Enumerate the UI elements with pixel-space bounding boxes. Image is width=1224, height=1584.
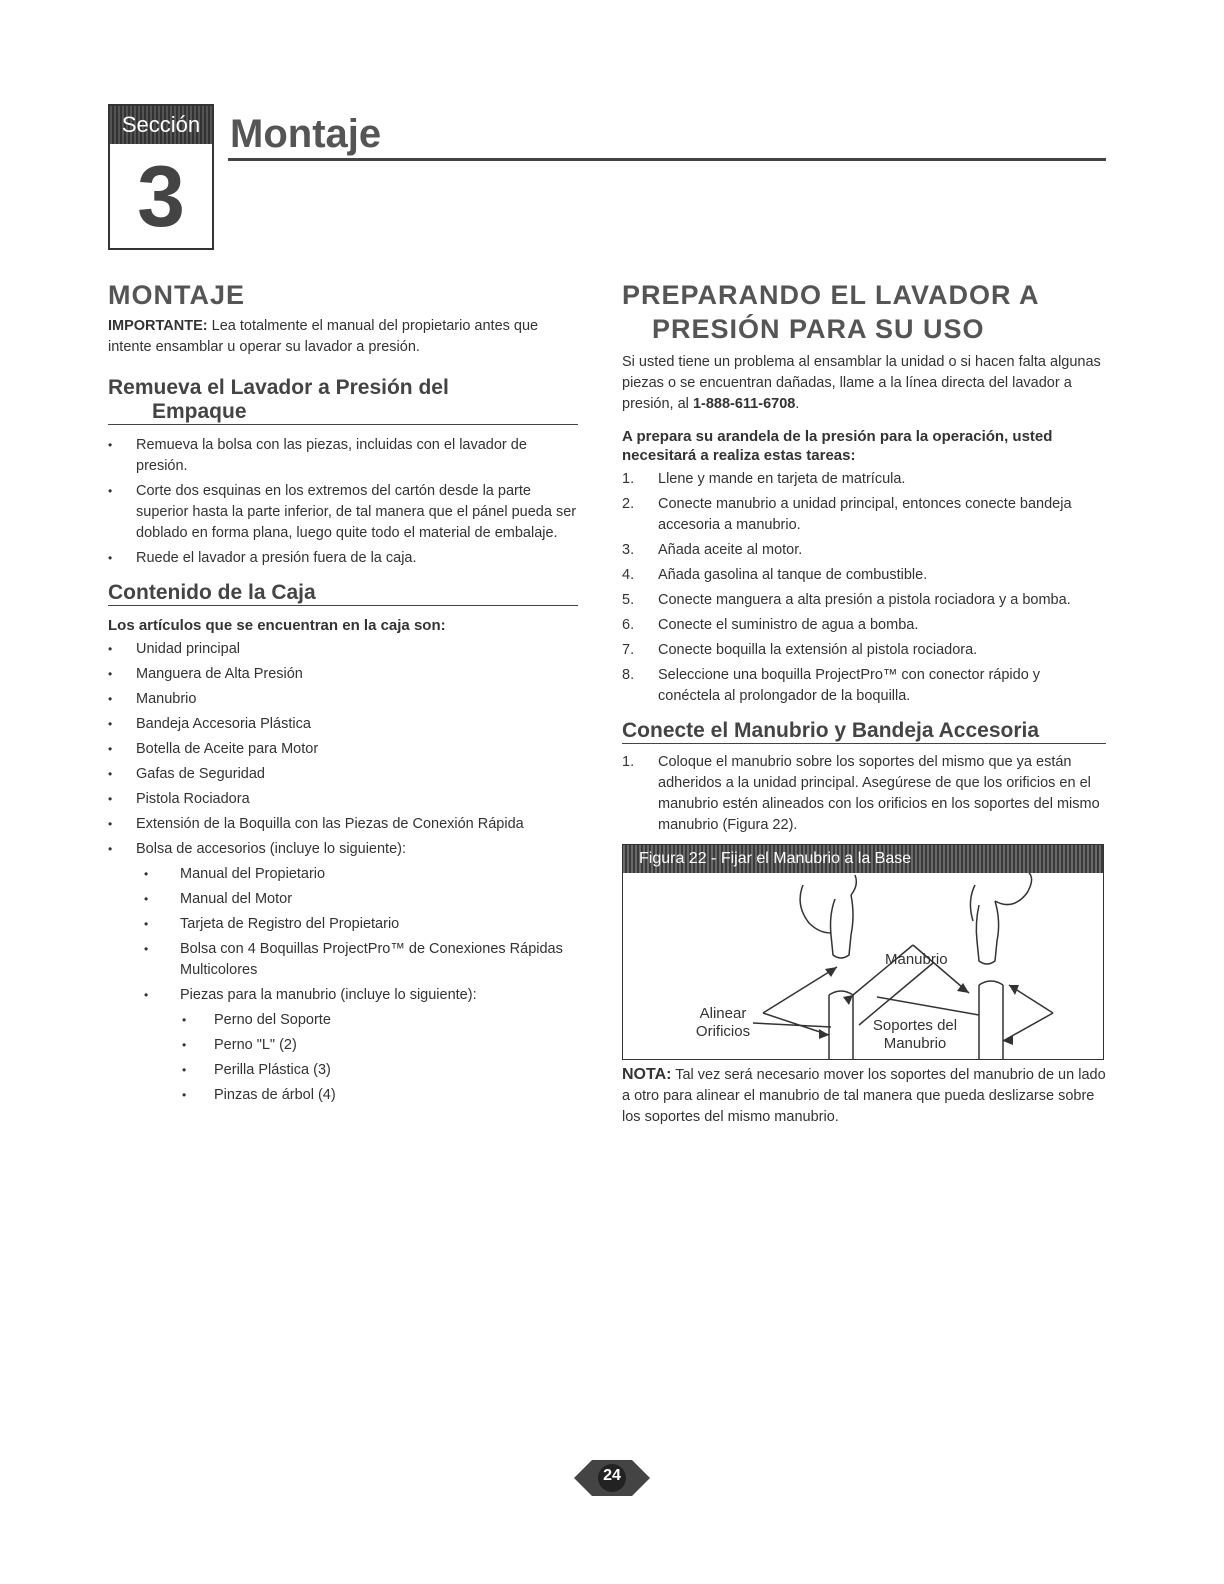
important-label: IMPORTANTE: (108, 318, 208, 334)
section-number: 3 (137, 149, 185, 245)
remove-section (108, 376, 578, 569)
left-hand-outline (800, 875, 856, 933)
arrow-line (753, 1023, 831, 1027)
right-handle-tube (976, 901, 998, 964)
list-item: • Extensión de la Boquilla con las Piezas de Conexión Rápida (108, 814, 578, 835)
contents-list (108, 639, 578, 860)
contents-subhead: Los artículos que se encuentran en la caja son: (108, 617, 446, 634)
intro-text: Si usted tiene un problema al ensamblar la unidad o si hacen falta algunas piezas o se encuentran dañadas, llame a la línea directa del lavador a presión, al (622, 354, 1101, 412)
list-item: 3. Añada aceite al motor. (622, 542, 803, 558)
figure-22 (622, 844, 1104, 1060)
arrowhead (825, 967, 837, 977)
intro-end: . (795, 396, 800, 412)
parts-list (108, 1010, 578, 1106)
label-supports-1: Soportes del (872, 1017, 958, 1034)
connect-heading: Conecte el Manubrio y Bandeja Accesoria (622, 719, 1106, 744)
list-item: • Bolsa con 4 Boquillas ProjectPro™ de Conexiones Rápidas Multicolores (108, 939, 578, 981)
label-handle: Manubrio (885, 951, 948, 968)
list-item: • Perilla Plástica (3) (108, 1060, 578, 1081)
list-item: 7. Conecte boquilla la extensión al pistola rociadora. (622, 642, 978, 658)
remove-heading-line2: Empaque (108, 400, 578, 425)
list-item: • Bolsa de accesorios (incluye lo siguiente): (108, 839, 578, 860)
important-paragraph (108, 316, 578, 358)
arrowhead (843, 995, 853, 1005)
list-item: • Ruede el lavador a presión fuera de la caja. (108, 548, 578, 569)
label-align-1: Alinear (699, 1005, 747, 1022)
left-column (108, 278, 578, 1110)
contents-heading: Contenido de la Caja (108, 581, 578, 606)
list-item: • Botella de Aceite para Motor (108, 739, 578, 760)
list-item: • Tarjeta de Registro del Propietario (108, 914, 578, 935)
list-item: • Piezas para la manubrio (incluye lo siguiente): (108, 985, 578, 1006)
prepare-heading-line1: PREPARANDO EL LAVADOR A (622, 280, 1040, 310)
hotline-phone: 1-888-611-6708 (692, 396, 796, 412)
page-number: 24 (603, 1467, 621, 1484)
title-divider (228, 158, 1106, 161)
note-text: Tal vez será necesario mover los soportes del manubrio de un lado a otro para alinear el manubrio de tal manera que pueda deslizarse sobre los soportes del mismo manubrio. (622, 1067, 1106, 1125)
list-item: 6. Conecte el suministro de agua a bomba. (622, 617, 919, 633)
list-item: • Corte dos esquinas en los extremos del cartón desde la parte superior hasta la parte inferior, de tal manera que el pánel pueda ser doblado en forma plana, luego quite todo el material de embalaje. (108, 481, 578, 544)
list-item: 1. Coloque el manubrio sobre los soportes del mismo que ya están adheridos a la unidad principal. Asegúrese de que los orificios en el manubrio estén alineados con los orificios en los soportes del mismo manubrio (Figura 22). (622, 754, 1100, 833)
label-align-2: Orificios (695, 1023, 751, 1040)
list-item: • Manual del Propietario (108, 864, 578, 885)
tasks-subhead: A prepara su arandela de la presión para la operación, usted necesitará a realiza estas tareas: (622, 428, 1053, 464)
list-item: • Perno "L" (2) (108, 1035, 578, 1056)
arrow-line (877, 997, 979, 1015)
bag-list (108, 864, 578, 1006)
list-item: • Unidad principal (108, 639, 578, 660)
figure-caption: Figura 22 - Fijar el Manubrio a la Base (639, 850, 912, 867)
list-item: • Manubrio (108, 689, 578, 710)
left-handle-tube (831, 895, 854, 958)
list-item: 1. Llene y mande en tarjeta de matrícula. (622, 471, 906, 487)
right-support (979, 981, 1003, 1059)
list-item: • Bandeja Accesoria Plástica (108, 714, 578, 735)
list-item: 8. Seleccione una boquilla ProjectPro™ con conector rápido y conéctela al prolongador de la boquilla. (622, 667, 1041, 704)
section-label: Sección (110, 106, 212, 144)
list-item: • Remueva la bolsa con las piezas, incluidas con el lavador de presión. (108, 435, 578, 477)
right-column (622, 278, 1106, 1128)
list-item: 5. Conecte manguera a alta presión a pistola rociadora y a bomba. (622, 592, 1071, 608)
tasks-list (622, 469, 1106, 707)
intro-paragraph (622, 352, 1106, 415)
label-supports-2: Manubrio (883, 1035, 947, 1052)
list-item: • Perno del Soporte (108, 1010, 578, 1031)
list-item: • Gafas de Seguridad (108, 764, 578, 785)
remove-list (108, 435, 578, 569)
list-item: • Manguera de Alta Presión (108, 664, 578, 685)
list-item: 2. Conecte manubrio a unidad principal, entonces conecte bandeja accesoria a manubrio. (622, 496, 1072, 533)
montaje-heading: MONTAJE (108, 280, 246, 310)
list-item: • Pistola Rociadora (108, 789, 578, 810)
right-hand-outline (970, 873, 1031, 921)
list-item: • Manual del Motor (108, 889, 578, 910)
prepare-heading-line2: PRESIÓN PARA SU USO (652, 314, 985, 344)
arrow-line (763, 967, 837, 1013)
connect-steps (622, 752, 1106, 836)
arrow-line (859, 963, 933, 1025)
section-box (108, 104, 214, 250)
important-text: Lea totalmente el manual del propietario antes que intente ensamblar u operar su lavador a presión. (108, 318, 539, 355)
list-item: 4. Añada gasolina al tanque de combustible. (622, 567, 928, 583)
page-title: Montaje (230, 112, 382, 156)
remove-heading-line1: Remueva el Lavador a Presión del (108, 376, 449, 399)
contents-section (108, 581, 578, 1106)
note-label: NOTA: (622, 1066, 672, 1083)
note-paragraph (622, 1064, 1106, 1128)
list-item: • Pinzas de árbol (4) (108, 1085, 578, 1106)
